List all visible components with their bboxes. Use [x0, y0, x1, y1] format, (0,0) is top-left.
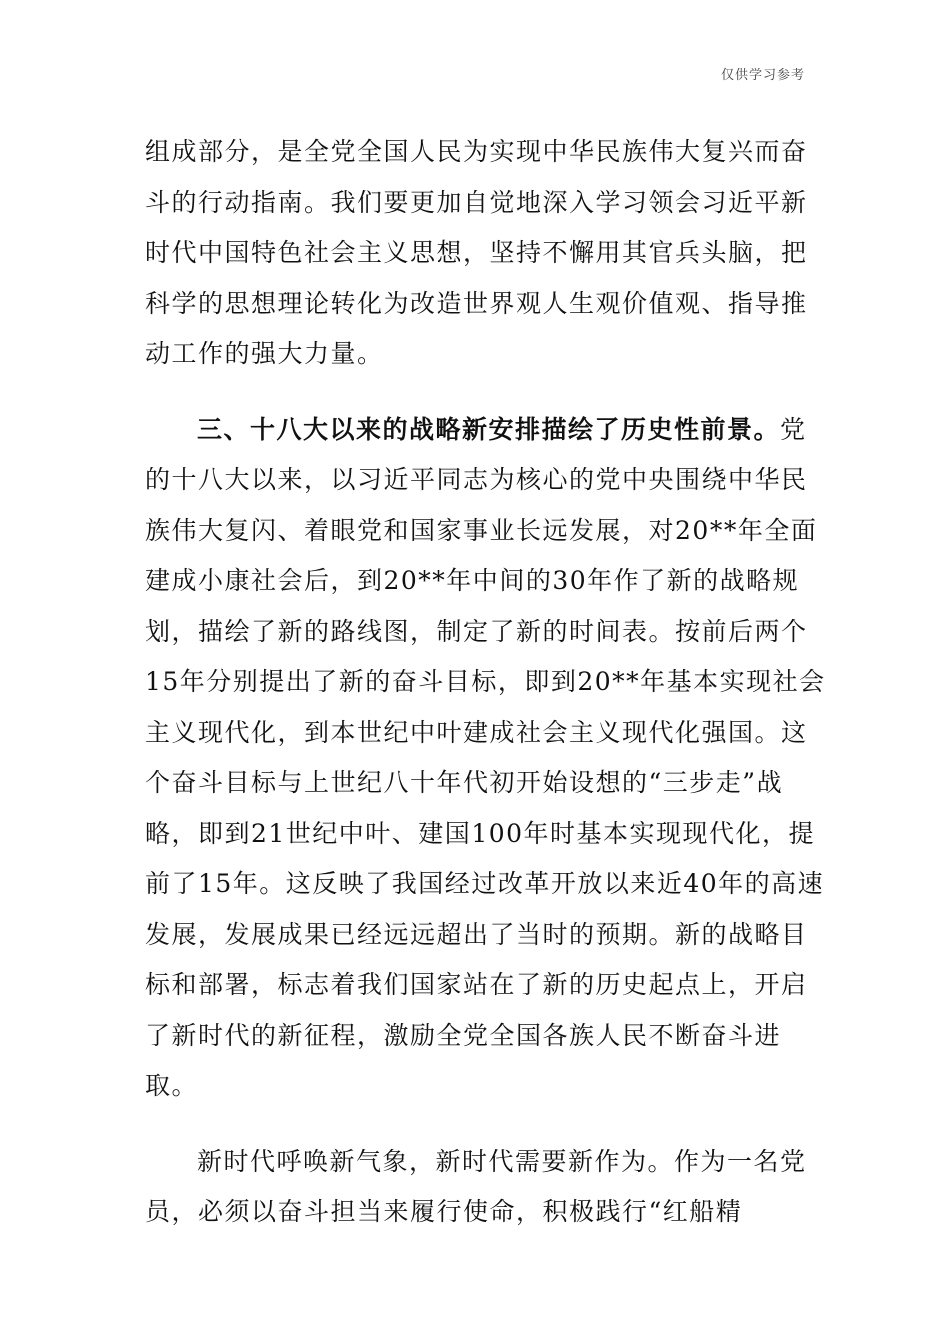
text-line: 组成部分，是全党全国人民为实现中华民族伟大复兴而奋 — [145, 137, 808, 166]
paragraph-2 — [145, 405, 826, 1112]
text-line: 动工作的强大力量。 — [145, 339, 384, 368]
text-line: 族伟大复闪、着眼党和国家事业长远发展，对20**年全面 — [145, 515, 818, 545]
text-line: 斗的行动指南。我们要更加自觉地深入学习领会习近平新 — [145, 187, 808, 217]
text-line: 15年分别提出了新的奋斗目标，即到20**年基本实现社会 — [145, 667, 826, 696]
text-line: 发展，发展成果已经远远超出了当时的预期。新的战略目 — [145, 919, 808, 949]
text-line: 标和部署，标志着我们国家站在了新的历史起点上，开启 — [145, 970, 808, 999]
text-line: 划，描绘了新的路线图，制定了新的时间表。按前后两个 — [145, 616, 808, 646]
text-line: 了新时代的新征程，激励全党全国各族人民不断奋斗进 — [145, 1020, 782, 1050]
section-heading-line — [145, 405, 805, 456]
text-line: 时代中国特色社会主义思想，坚持不懈用其官兵头脑，把 — [145, 238, 808, 267]
text-line: 新时代呼唤新气象，新时代需要新作为。作为一名党 — [197, 1146, 807, 1176]
text-line: 的十八大以来，以习近平同志为核心的党中央围绕中华民 — [145, 465, 808, 494]
text-line: 主义现代化，到本世纪中叶建成社会主义现代化强国。这 — [145, 717, 808, 747]
text-line: 科学的思想理论转化为改造世界观人生观价值观、指导推 — [145, 288, 808, 318]
section-heading: 三、十八大以来的战略新安排描绘了历史性前景。 — [197, 414, 781, 444]
text-line: 建成小康社会后，到20**年中间的30年作了新的战略规 — [145, 566, 800, 595]
paragraph-3 — [145, 1137, 805, 1238]
text-line: 个奋斗目标与上世纪八十年代初开始设想的“三步走”战 — [145, 768, 784, 797]
text-line: 员，必须以奋斗担当来履行使命，积极践行“红船精 — [145, 1197, 743, 1226]
document-body — [145, 127, 826, 1238]
text-line: 取。 — [145, 1071, 199, 1100]
text-line: 前了15年。这反映了我国经过改革开放以来近40年的高速 — [145, 869, 825, 898]
paragraph-1 — [145, 127, 808, 380]
text-line: 略，即到21世纪中叶、建国100年时基本实现现代化，提 — [145, 818, 816, 848]
page-header-note: 仅供学习参考 — [720, 68, 805, 83]
heading-line-rest: 党 — [780, 414, 807, 444]
